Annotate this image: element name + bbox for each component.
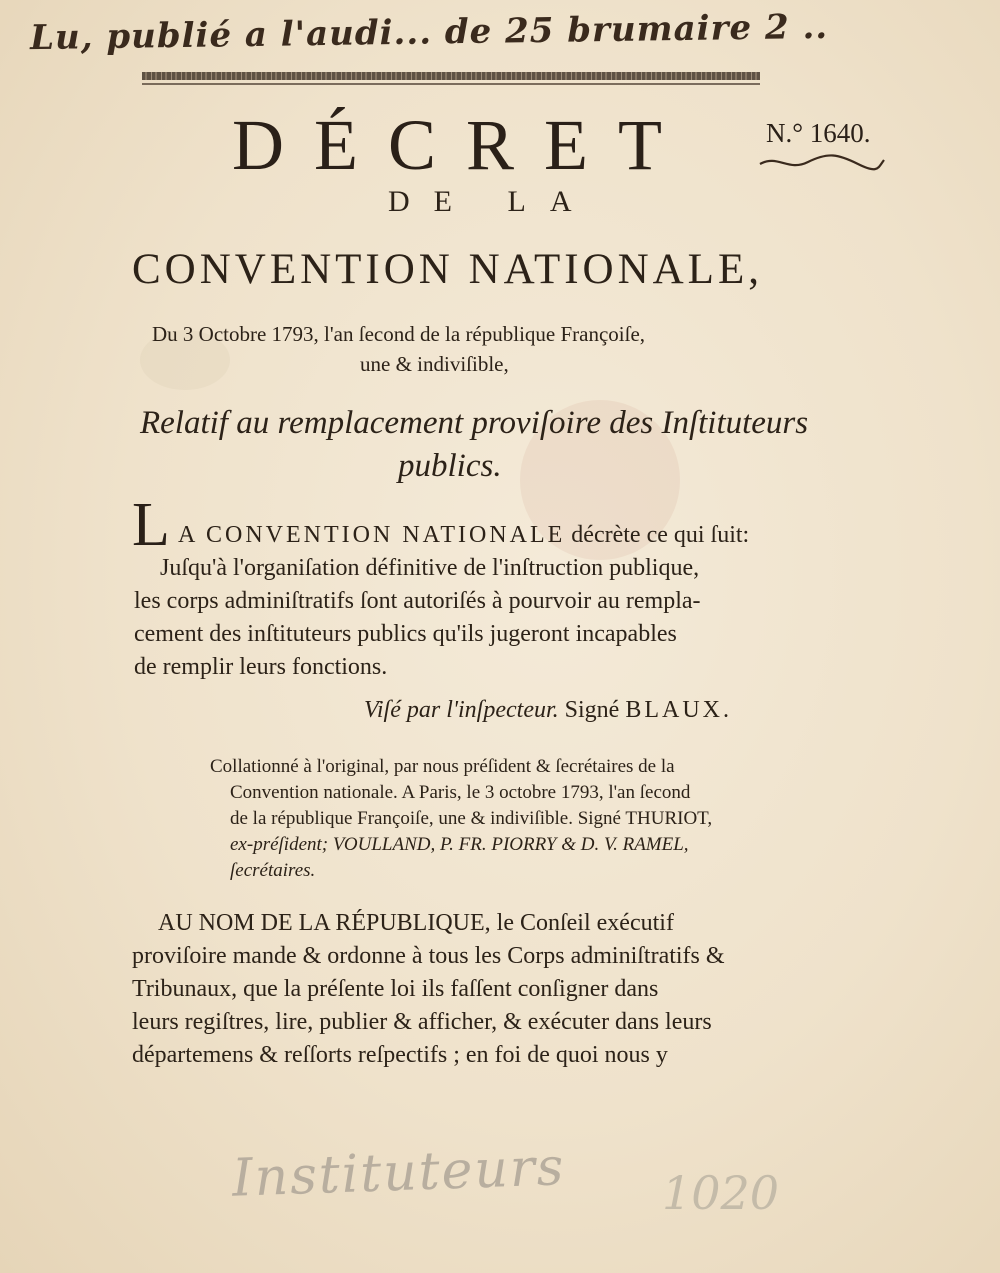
decree-lead [178,522,749,549]
manuscript-bottom-number: 1020 [662,1166,780,1220]
convention-heading: CONVENTION NATIONALE, [132,246,763,293]
decree-line: cement des inſtituteurs publics qu'ils jugeront incapables [134,621,677,647]
vise-name: BLAUX. [625,697,732,723]
ornamental-rule-thin [142,83,760,85]
manuscript-bottom-note: Instituteurs [231,1137,567,1209]
promulgation-line: Tribunaux, que la préſente loi ils faſſent conſigner dans [132,976,659,1002]
promulgation-line: leurs regiſtres, lire, publier & afficher, & exécuter dans leurs [132,1009,712,1035]
subject-line-1: Relatif au remplacement proviſoire des Inſtituteurs [140,405,809,441]
decree-line: les corps adminiſtratifs ſont autoriſés à pourvoir au rempla- [134,588,701,614]
vise-line [364,697,732,724]
vise-signe: Signé [558,697,626,723]
collation-line: Collationné à l'original, par nous préſident & ſecrétaires de la [210,756,675,777]
collation-line: ſecrétaires. [230,860,316,881]
decree-number: N.° 1640. [766,118,871,148]
decree-lead-rest: décrète ce qui ſuit: [565,522,750,548]
ornamental-rule [142,72,760,80]
promulgation-line: départemens & reſſorts reſpectifs ; en foi de quoi nous y [132,1042,668,1068]
collation-line: ex-préſident; VOULLAND, P. FR. PIORRY & D. V. RAMEL, [230,834,689,855]
page-title: DÉCRET [232,105,692,185]
subject-line-2: publics. [398,448,502,484]
vise-italic: Viſé par l'inſpecteur. [364,697,559,723]
de-la-heading: DE LA [388,185,596,218]
drop-cap: L [132,491,170,559]
decree-line: de remplir leurs fonctions. [134,654,388,680]
collation-line: Convention nationale. A Paris, le 3 octobre 1793, l'an ſecond [230,782,691,803]
manuscript-top-note: Lu, publié a l'audi... de 25 brumaire 2 .. [29,6,829,59]
promulgation-line: AU NOM DE LA RÉPUBLIQUE, le Conſeil exécutif [158,910,674,936]
flourish-ornament [758,152,886,174]
dateline-2: une & indiviſible, [360,352,509,376]
decree-lead-caps: A CONVENTION NATIONALE [178,522,566,548]
dateline-1: Du 3 Octobre 1793, l'an ſecond de la république Françoiſe, [152,322,646,346]
promulgation-line: proviſoire mande & ordonne à tous les Corps adminiſtratifs & [132,943,725,969]
collation-line: de la république Françoiſe, une & indiviſible. Signé THURIOT, [230,808,713,829]
decree-line: Juſqu'à l'organiſation définitive de l'inſtruction publique, [160,555,700,581]
